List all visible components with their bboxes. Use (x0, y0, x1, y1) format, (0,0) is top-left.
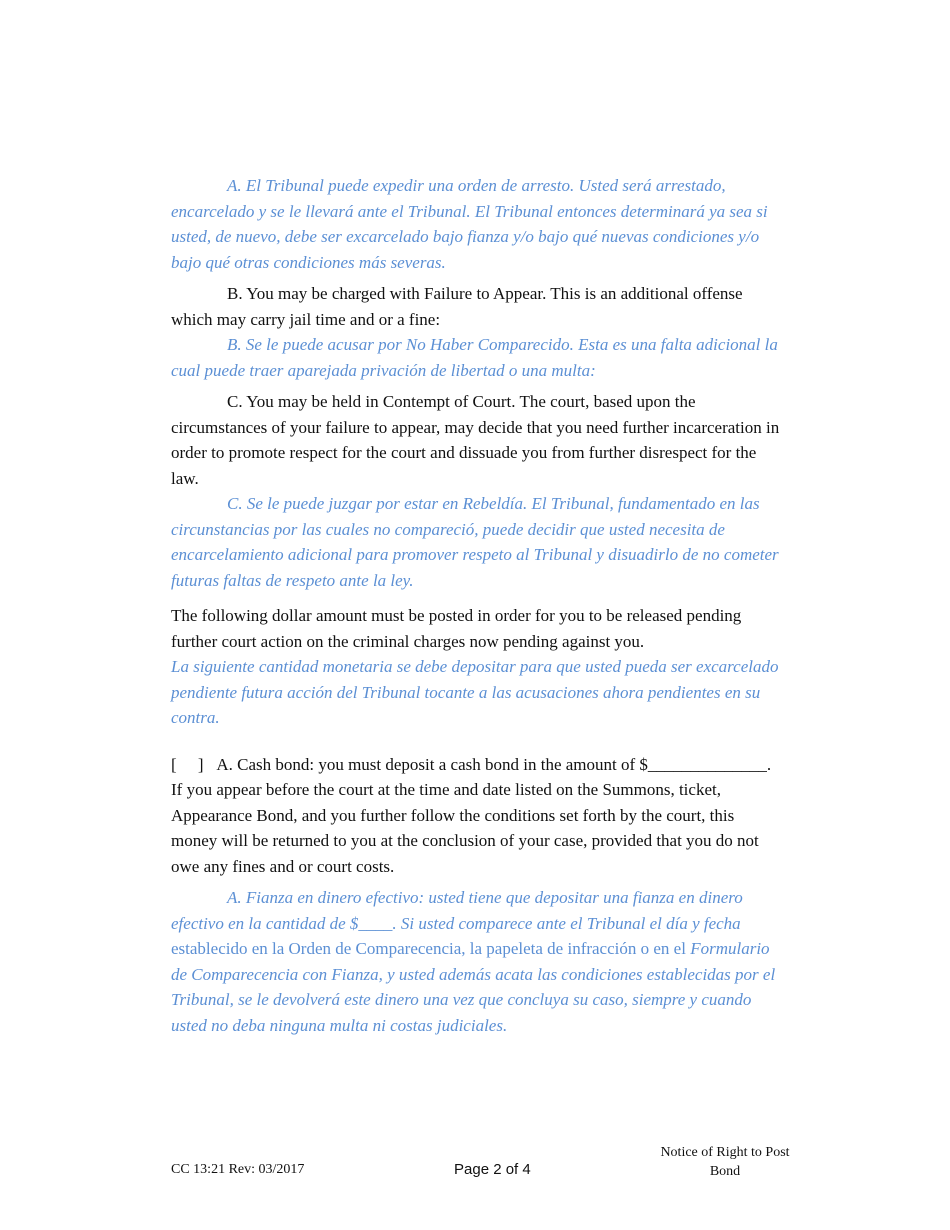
cash-bond-es-part1: A. Fianza en dinero efectivo: usted tiene que depositar una fianza en dinero efectivo en la cantidad de $____. Si usted comparece ante el Tribunal el día y fecha (171, 888, 743, 933)
paragraph-arrest-es: A. El Tribunal puede expedir una orden de arresto. Usted será arrestado, encarcelado y se le llevará ante el Tribunal. El Tribunal entonces determinará ya sea si usted, de nuevo, debe ser excarcelado bajo fianza y/o bajo qué nuevas condiciones y/o bajo qué otras condiciones más severas. (171, 176, 768, 272)
paragraph-cash-bond-en (171, 752, 781, 880)
paragraph-failure-to-appear-en: B. You may be charged with Failure to Appear. This is an additional offense which may carry jail time and or a fine: (171, 284, 743, 329)
cash-bond-text: A. Cash bond: you must deposit a cash bond in the amount of $______________. If you appear before the court at the time and date listed on the Summons, ticket, Appearance Bond, and you further follow the conditions set forth by the court, this money will be returned to you at the conclusion of your case, provided that you do not owe any fines and or court costs. (171, 754, 772, 876)
paragraph-bond-amount-es: La siguiente cantidad monetaria se debe depositar para que usted pueda ser excarcelado pendiente futura acción del Tribunal tocante a las acusaciones ahora pendientes en su contra. (171, 657, 779, 727)
document-body (171, 173, 781, 1038)
page-number: Page 2 of 4 (454, 1161, 531, 1178)
cash-bond-es-part2: establecido en la Orden de Comparecencia, la papeleta de infracción o en el (171, 939, 691, 958)
cash-bond-es-part3: Formulario de Comparecencia con Fianza (171, 939, 770, 984)
paragraph-failure-to-appear-es: B. Se le puede acusar por No Haber Comparecido. Esta es una falta adicional la cual puede traer aparejada privación de libertad o una multa: (171, 335, 778, 380)
cash-bond-checkbox[interactable]: [ ] (171, 754, 204, 774)
form-title: Notice of Right to Post Bond (660, 1145, 790, 1179)
paragraph-contempt-es: C. Se le puede juzgar por estar en Rebeldía. El Tribunal, fundamentado en las circunstancias por las cuales no compareció, puede decidir que usted necesita de encarcelamiento adicional para promover respeto al Tribunal y disuadirlo de no cometer futuras faltas de respeto ante la ley. (171, 494, 779, 590)
paragraph-bond-amount-en: The following dollar amount must be posted in order for you to be released pending further court action on the criminal charges now pending against you. (171, 606, 742, 651)
cash-bond-es-part4: , y usted además acata las condiciones establecidas por el Tribunal, se le devolverá este dinero una vez que concluya su caso, siempre y cuando usted no deba ninguna multa ni costas judiciales. (171, 964, 776, 1035)
paragraph-cash-bond-es (171, 885, 781, 1038)
paragraph-contempt-en: C. You may be held in Contempt of Court. The court, based upon the circumstances of your failure to appear, may decide that you need further incarceration in order to promote respect for the court and dissuade you from further disrespect for the law. (171, 392, 780, 488)
form-code: CC 13:21 Rev: 03/2017 (171, 1162, 305, 1177)
